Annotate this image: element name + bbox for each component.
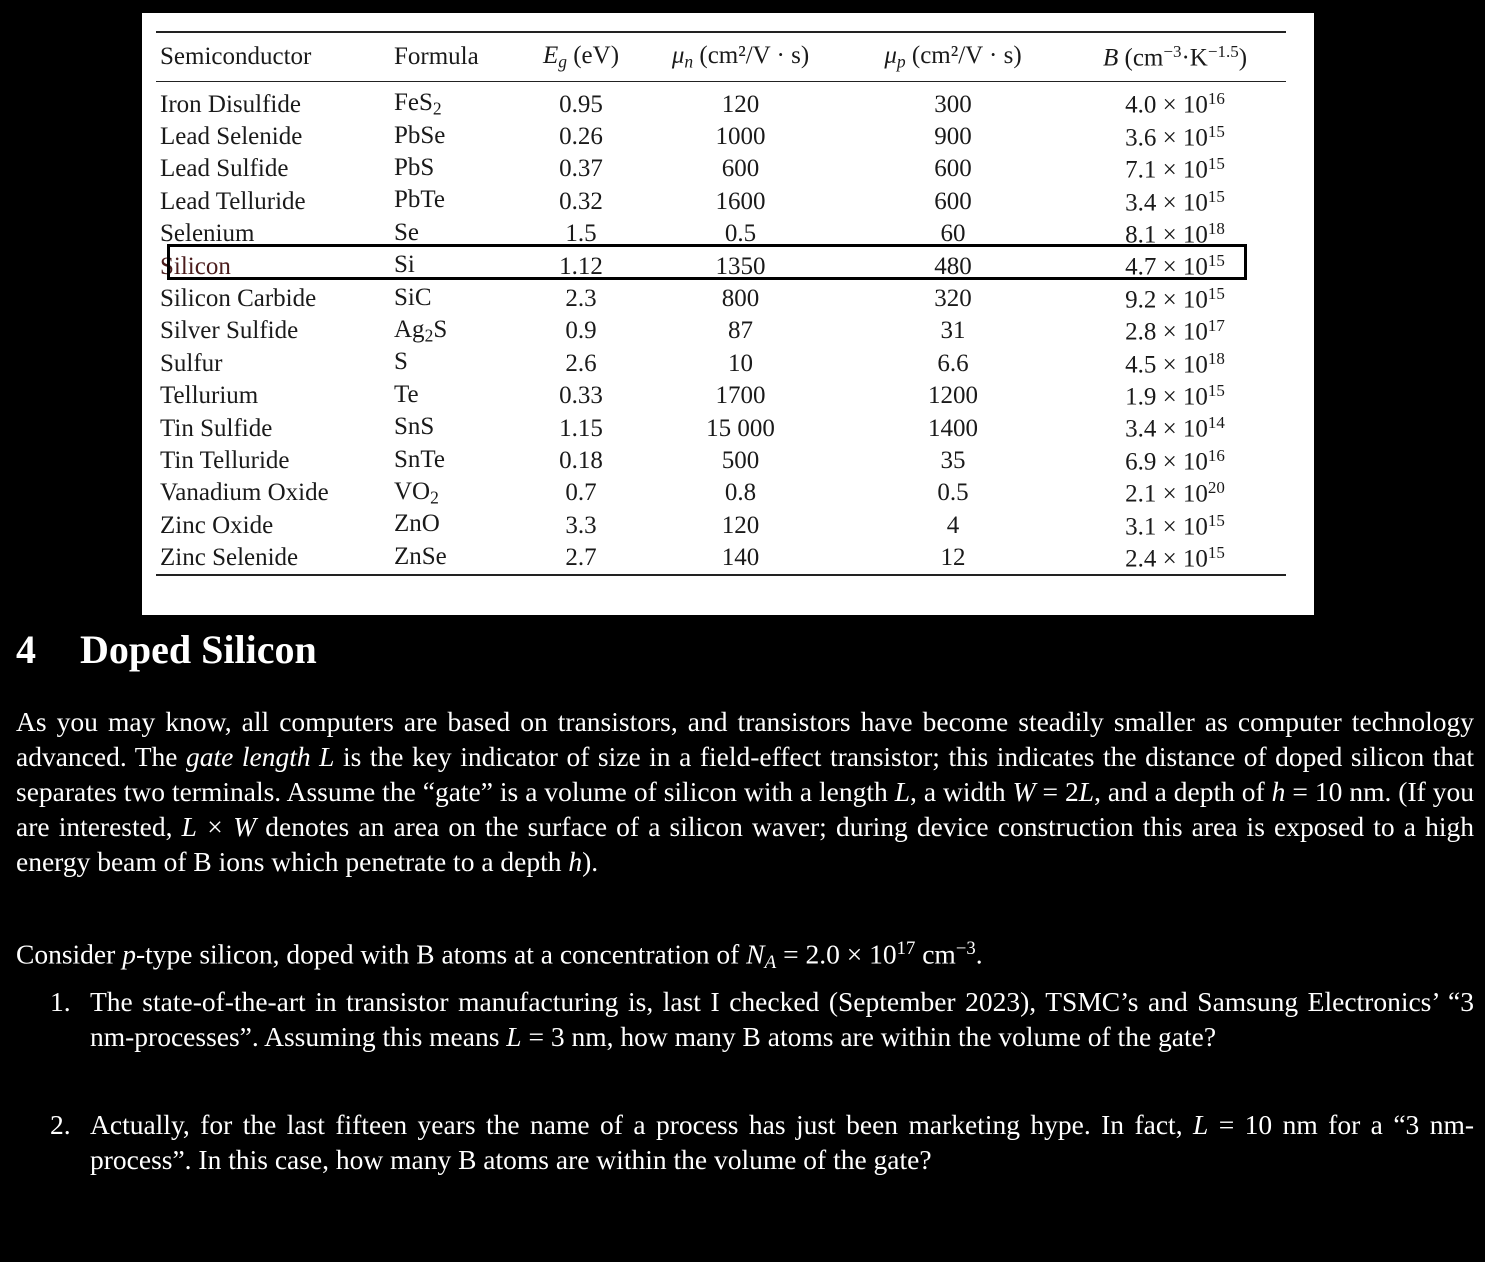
cell-electron-mobility: 120 — [721, 511, 760, 539]
cell-electron-mobility: 10 — [728, 349, 753, 377]
cell-semiconductor: Tellurium — [160, 382, 259, 410]
cell-band-gap: 0.37 — [559, 155, 603, 183]
cell-formula: PbTe — [394, 186, 446, 214]
header-b-coefficient: B $(cm^{-3}\cdot K^{-1.5})$ — [1102, 41, 1248, 72]
question-list — [16, 1107, 1474, 1177]
question-item: 1. The state-of-the-art in transistor manufacturing is, last I checked (September 2023), TSMC’s and Samsung Electronics’ “3 nm-processes”. Assuming this means L = 3 nm, how many B atoms are within the volume of the gate? — [50, 986, 1474, 1052]
cell-band-gap: 1.12 — [559, 252, 603, 280]
cell-b-coefficient: $1.9 \times 10^{15}$ — [1125, 380, 1225, 411]
section-number: 4 — [16, 627, 36, 672]
header-formula: Formula — [394, 43, 479, 70]
question-number: 2. — [50, 1109, 71, 1140]
cell-semiconductor: Tin Sulfide — [160, 414, 273, 442]
table-row — [156, 347, 1286, 379]
cell-formula: SnS — [394, 413, 435, 441]
silicon-row-highlight — [167, 244, 1247, 280]
cell-b-coefficient: $4.5 \times 10^{18}$ — [1125, 348, 1225, 379]
question-number: 1. — [50, 986, 71, 1017]
cell-electron-mobility: 500 — [721, 446, 760, 474]
header-hole-mobility: $\mu_p$ (cm²/V · s) — [884, 41, 1022, 72]
table-row — [156, 185, 1286, 217]
cell-semiconductor: Sulfur — [160, 349, 223, 377]
cell-formula: $VO_2$ — [394, 477, 439, 508]
cell-hole-mobility: 1200 — [928, 382, 978, 410]
cell-semiconductor: Vanadium Oxide — [160, 479, 329, 507]
cell-b-coefficient: $7.1 \times 10^{15}$ — [1125, 154, 1225, 184]
cell-b-coefficient: $3.6 \times 10^{15}$ — [1125, 121, 1225, 152]
cell-band-gap: 1.5 — [565, 220, 597, 248]
cell-hole-mobility: 4 — [946, 511, 960, 539]
cell-band-gap: 1.15 — [559, 414, 603, 442]
cell-hole-mobility: 300 — [934, 90, 972, 118]
cell-b-coefficient: $2.4 \times 10^{15}$ — [1125, 542, 1225, 573]
cell-band-gap: 3.3 — [565, 511, 597, 539]
cell-band-gap: 0.95 — [559, 90, 603, 118]
cell-formula: FeS$_2$ — [394, 89, 442, 119]
semiconductor-table — [156, 31, 1286, 576]
cell-formula: ZnO — [394, 510, 440, 538]
cell-formula: $Ag_2S$ — [394, 315, 448, 346]
cell-hole-mobility: 600 — [934, 155, 972, 183]
cell-formula: Si — [394, 251, 415, 279]
cell-semiconductor: Selenium — [160, 220, 255, 248]
table-row — [156, 282, 1286, 314]
table-body — [156, 82, 1286, 575]
cell-semiconductor: Silicon Carbide — [160, 285, 317, 313]
cell-electron-mobility: 600 — [721, 155, 760, 183]
cell-electron-mobility: 1600 — [715, 187, 766, 215]
cell-b-coefficient: $2.1 \times 10^{20}$ — [1125, 478, 1225, 508]
cell-b-coefficient: $8.1 \times 10^{18}$ — [1125, 219, 1225, 249]
cell-band-gap: 0.26 — [559, 123, 603, 151]
cell-b-coefficient: $9.2 \times 10^{15}$ — [1125, 283, 1225, 314]
cell-electron-mobility: 1000 — [715, 123, 766, 151]
table-row — [156, 380, 1286, 412]
cell-electron-mobility: 1700 — [715, 382, 766, 410]
intro-paragraph: As you may know, all computers are based on transistors, and transistors have become steadily smaller as computer technology advanced. The gate length L is the key indicator of size in a field-effect transistor; this indicates the distance of doped silicon that separates two terminals. Assume the “gate” is a volume of silicon with a length L, a width W = 2L, and a depth of h = 10 nm. (If you are interested, L × W denotes an area on the surface of a silicon waver; during device construction this area is exposed to a high energy beam of B ions which penetrate to a depth h). — [16, 706, 1474, 877]
header-electron-mobility: $\mu_n$ (cm²/V · s) — [671, 41, 810, 72]
question-item: 2. Actually, for the last fifteen years the name of a process has just been marketing hype. In fact, L = 10 nm for a “3 nm-process”. In this case, how many B atoms are within the volume of the gate? — [50, 1109, 1474, 1175]
cell-hole-mobility: 600 — [934, 187, 972, 215]
cell-b-coefficient: $2.8 \times 10^{17}$ — [1125, 316, 1225, 346]
cell-formula: ZnSe — [394, 542, 447, 570]
cell-electron-mobility: 120 — [721, 90, 760, 118]
cell-hole-mobility: 480 — [934, 252, 972, 280]
cell-electron-mobility: 800 — [721, 285, 760, 313]
cell-band-gap: 0.32 — [559, 187, 603, 215]
table-row — [156, 153, 1286, 185]
cell-formula: PbSe — [394, 121, 446, 149]
cell-hole-mobility: 6.6 — [937, 349, 969, 377]
cell-band-gap: 2.6 — [565, 349, 597, 377]
cell-semiconductor: Zinc Oxide — [160, 511, 274, 539]
section-heading — [16, 626, 317, 673]
cell-hole-mobility: 35 — [940, 446, 966, 474]
cell-semiconductor: Zinc Selenide — [160, 544, 299, 572]
cell-electron-mobility: 87 — [728, 317, 753, 345]
cell-hole-mobility: 12 — [940, 544, 966, 572]
cell-band-gap: 0.7 — [565, 479, 597, 507]
cell-b-coefficient: $3.1 \times 10^{15}$ — [1125, 510, 1225, 541]
cell-semiconductor: Silicon — [160, 252, 231, 280]
cell-band-gap: 0.18 — [559, 446, 603, 474]
table-row — [156, 444, 1286, 476]
cell-electron-mobility: 1350 — [715, 252, 766, 280]
cell-formula: PbS — [394, 154, 435, 182]
cell-semiconductor: Silver Sulfide — [160, 317, 299, 345]
cell-band-gap: 0.33 — [559, 382, 603, 410]
cell-b-coefficient: $6.9 \times 10^{16}$ — [1125, 445, 1225, 476]
table-header-row — [156, 32, 1286, 82]
table-row — [156, 541, 1286, 574]
cell-hole-mobility: 31 — [940, 317, 966, 345]
question-list — [16, 984, 1474, 1054]
cell-hole-mobility: 900 — [934, 123, 972, 151]
table-row — [156, 120, 1286, 152]
cell-b-coefficient: $4.0 \times 10^{16}$ — [1125, 89, 1225, 119]
cell-electron-mobility: 140 — [721, 544, 760, 572]
cell-semiconductor: Lead Telluride — [160, 187, 306, 215]
cell-semiconductor: Iron Disulfide — [160, 90, 301, 118]
cell-formula: Te — [394, 380, 419, 408]
table-row — [156, 315, 1286, 347]
cell-band-gap: 2.3 — [565, 285, 597, 313]
table-row — [156, 509, 1286, 541]
cell-band-gap: 0.9 — [565, 317, 597, 345]
doping-paragraph: Consider p-type silicon, doped with B atoms at a concentration of $N_A = 2.0 \times 10^{17}$ $cm^{-3}$. — [16, 938, 983, 974]
cell-semiconductor: Lead Selenide — [160, 123, 303, 151]
header-semiconductor: Semiconductor — [160, 43, 312, 70]
cell-formula: S — [394, 348, 408, 376]
cell-electron-mobility: 0.8 — [724, 479, 757, 507]
section-title: Doped Silicon — [80, 627, 317, 672]
semiconductor-table-panel — [142, 13, 1314, 615]
cell-hole-mobility: 0.5 — [937, 479, 969, 507]
cell-semiconductor: Lead Sulfide — [160, 155, 289, 183]
cell-hole-mobility: 1400 — [928, 414, 978, 442]
cell-electron-mobility: 15 000 — [706, 414, 775, 442]
table-row — [156, 82, 1286, 121]
cell-formula: SiC — [394, 283, 432, 311]
cell-b-coefficient: $3.4 \times 10^{15}$ — [1125, 186, 1225, 217]
cell-electron-mobility: 0.5 — [724, 220, 757, 248]
table-row — [156, 477, 1286, 509]
cell-formula: SnTe — [394, 445, 446, 473]
cell-hole-mobility: 60 — [940, 220, 966, 248]
cell-semiconductor: Tin Telluride — [160, 446, 290, 474]
cell-band-gap: 2.7 — [565, 544, 597, 572]
cell-b-coefficient: $3.4 \times 10^{14}$ — [1125, 413, 1225, 443]
cell-b-coefficient: $4.7 \times 10^{15}$ — [1125, 251, 1225, 281]
table-row — [156, 412, 1286, 444]
header-band-gap: $E_g$ (eV) — [542, 41, 620, 72]
cell-hole-mobility: 320 — [934, 285, 972, 313]
cell-formula: Se — [394, 218, 419, 246]
